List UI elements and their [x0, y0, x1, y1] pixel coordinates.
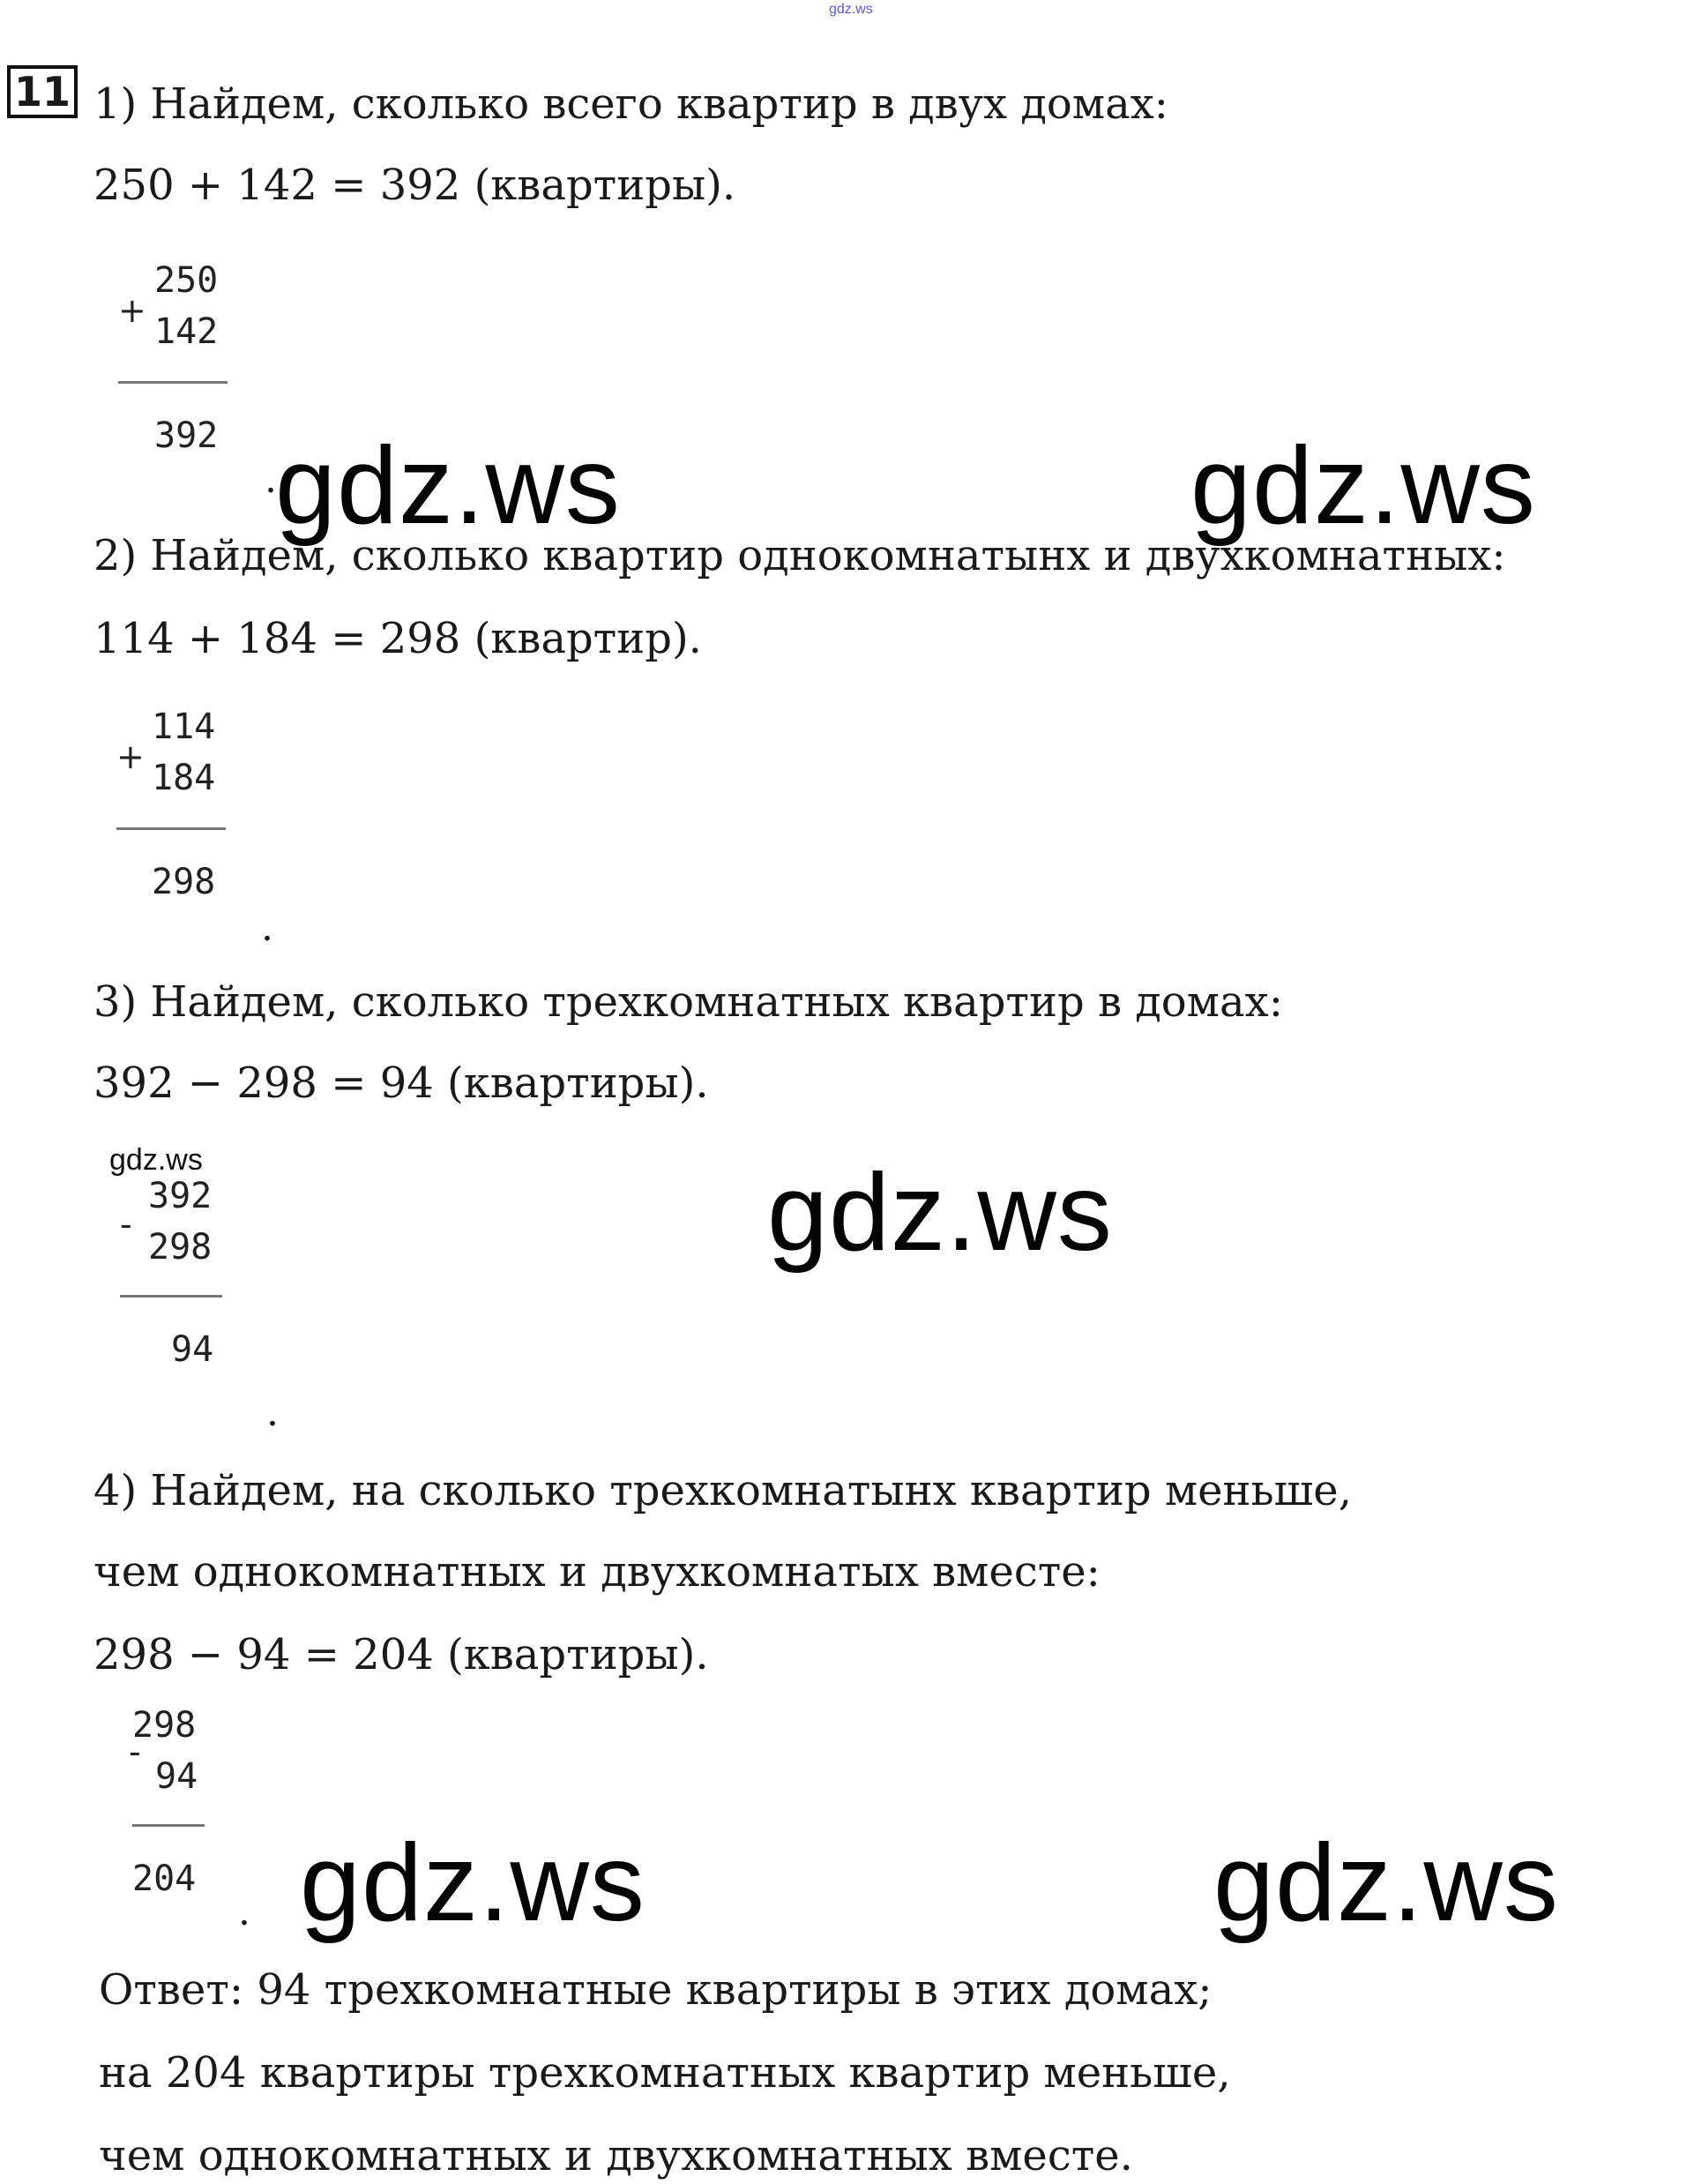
- step-1-plus-sign: +: [118, 291, 146, 330]
- step-2-heading: 2) Найдем, сколько квартир однокомнатынх и двухкомнатных:: [93, 531, 1506, 580]
- step-4-column-top: 298: [132, 1705, 197, 1746]
- watermark-bottom-left: gdz.ws: [300, 1822, 646, 1944]
- step-2-column-top: 114: [152, 707, 216, 747]
- step-1-equation: 250 + 142 = 392 (квартиры).: [93, 161, 736, 210]
- step-1-column-result: 392: [154, 415, 219, 456]
- step-4-heading-line2: чем однокомнатных и двухкомнатых вместе:: [93, 1547, 1101, 1597]
- step-2-column-rule: [116, 827, 226, 830]
- step-1-column-bottom: 142: [154, 311, 219, 352]
- step-3-dot: .: [266, 1390, 279, 1435]
- step-3-equation: 392 − 298 = 94 (квартиры).: [93, 1058, 709, 1108]
- watermark-small: gdz.ws: [109, 1143, 203, 1177]
- watermark-bottom-right: gdz.ws: [1213, 1822, 1559, 1944]
- watermark-middle: gdz.ws: [767, 1152, 1113, 1274]
- watermark-tiny: gdz.ws: [829, 2, 873, 17]
- step-3-column-result: 94: [171, 1329, 214, 1370]
- answer-line-1: Ответ: 94 трехкомнатные квартиры в этих домах;: [99, 1965, 1213, 2015]
- step-3-column-top: 392: [148, 1176, 213, 1216]
- step-3-column-bottom: 298: [148, 1227, 213, 1268]
- step-3-minus-sign: -: [120, 1205, 132, 1244]
- watermark-top-left: gdz.ws: [275, 425, 621, 547]
- step-2-plus-sign: +: [116, 737, 145, 776]
- step-1-column-rule: [118, 381, 228, 384]
- step-4-dot: .: [238, 1889, 250, 1934]
- step-2-column-result: 298: [152, 862, 216, 902]
- step-2-column-bottom: 184: [152, 758, 216, 798]
- step-3-heading: 3) Найдем, сколько трехкомнатных квартир в домах:: [93, 977, 1283, 1027]
- step-4-column-rule: [132, 1824, 205, 1827]
- step-4-column-result: 204: [132, 1859, 197, 1899]
- step-1-heading: 1) Найдем, сколько всего квартир в двух домах:: [93, 79, 1168, 129]
- step-4-equation: 298 − 94 = 204 (квартиры).: [93, 1630, 709, 1679]
- step-1-column-top: 250: [154, 260, 219, 301]
- step-4-column-bottom: 94: [155, 1756, 198, 1797]
- answer-line-3: чем однокомнатных и двухкомнатных вместе.: [99, 2131, 1133, 2180]
- watermark-top-right: gdz.ws: [1190, 425, 1536, 547]
- step-2-equation: 114 + 184 = 298 (квартир).: [93, 614, 702, 663]
- step-2-dot: .: [261, 905, 273, 950]
- task-number-badge: 11: [7, 65, 78, 118]
- step-4-heading-line1: 4) Найдем, на сколько трехкомнатынх квартир меньше,: [93, 1466, 1352, 1515]
- step-3-column-rule: [120, 1295, 222, 1298]
- step-1-dot: .: [265, 457, 277, 502]
- answer-line-2: на 204 квартиры трехкомнатных квартир меньше,: [99, 2048, 1231, 2098]
- step-4-minus-sign: -: [129, 1732, 141, 1771]
